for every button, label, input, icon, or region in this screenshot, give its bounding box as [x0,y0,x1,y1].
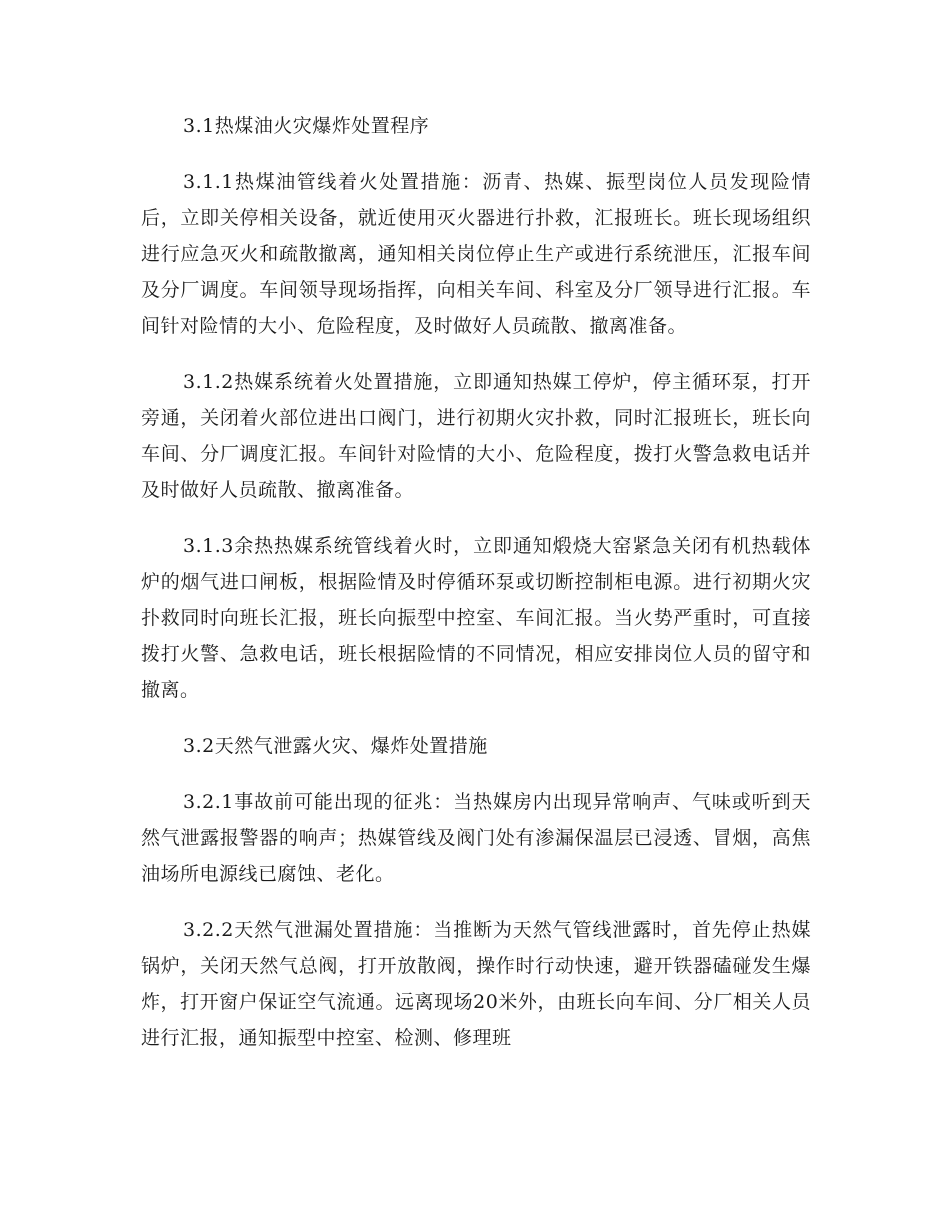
document-body [141,108,811,1056]
paragraph-3-2-1: 3.2.1事故前可能出现的征兆：当热媒房内出现异常响声、气味或听到天然气泄露报警器的响声；热媒管线及阀门处有渗漏保温层已浸透、冒烟，高焦油场所电源线已腐蚀、老化。 [141,791,811,885]
paragraph-3-1-1: 3.1.1热煤油管线着火处置措施：沥青、热媒、振型岗位人员发现险情后，立即关停相关设备，就近使用灭火器进行扑救，汇报班长。班长现场组织进行应急灭火和疏散撤离，通知相关岗位停止生产或进行系统泄压，汇报车间及分厂调度。车间领导现场指挥，向相关车间、科室及分厂领导进行汇报。车间针对险情的大小、危险程度，及时做好人员疏散、撤离准备。 [141,171,811,337]
section-heading-3-2: 3.2天然气泄露火灾、爆炸处置措施 [183,735,488,757]
paragraph-3-1-2: 3.1.2热媒系统着火处置措施，立即通知热媒工停炉，停主循环泵，打开旁通，关闭着火部位进出口阀门，进行初期火灾扑救，同时汇报班长，班长向车间、分厂调度汇报。车间针对险情的大小、危险程度，拨打火警急救电话并及时做好人员疏散、撤离准备。 [141,371,811,501]
paragraph-3-2-2: 3.2.2天然气泄漏处置措施：当推断为天然气管线泄露时，首先停止热媒锅炉，关闭天然气总阀，打开放散阀，操作时行动快速，避开铁器磕碰发生爆炸，打开窗户保证空气流通。远离现场20米外，由班长向车间、分厂相关人员进行汇报，通知振型中控室、检测、修理班 [141,919,811,1049]
section-heading-3-1: 3.1热煤油火灾爆炸处置程序 [183,115,430,137]
paragraph-3-1-3: 3.1.3余热热媒系统管线着火时，立即通知煅烧大窑紧急关闭有机热载体炉的烟气进口闸板，根据险情及时停循环泵或切断控制柜电源。进行初期火灾扑救同时向班长汇报，班长向振型中控室、车间汇报。当火势严重时，可直接拨打火警、急救电话，班长根据险情的不同情况，相应安排岗位人员的留守和撤离。 [141,535,811,701]
